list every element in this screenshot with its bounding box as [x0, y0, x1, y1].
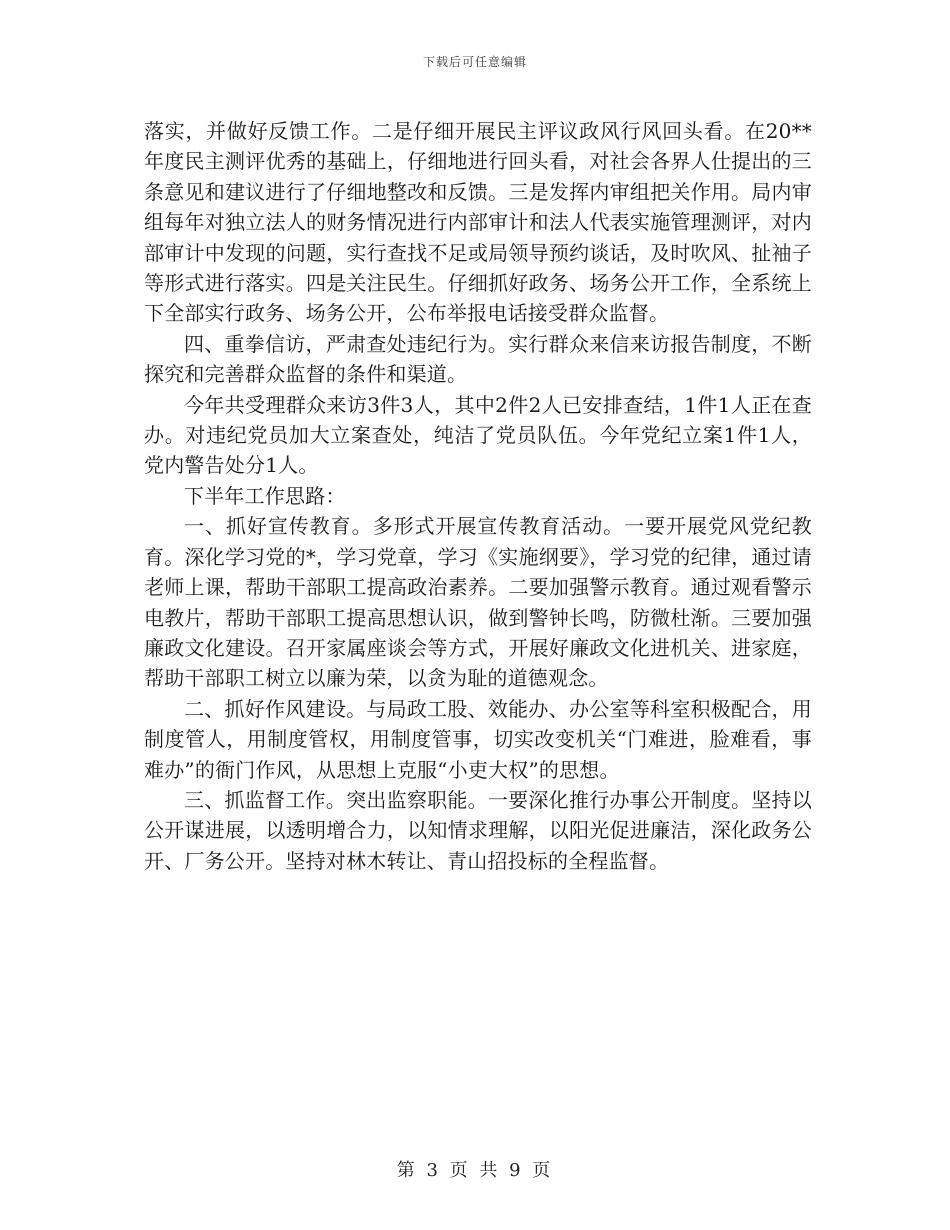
page-header-note: 下载后可任意编辑: [422, 55, 527, 69]
paragraph: 一、抓好宣传教育。多形式开展宣传教育活动。一要开展党风党纪教育。深化学习党的*，学习党章，学习《实施纲要》，学习党的纪律，通过请老师上课，帮助干部职工提高政治素养。二要加强警示教育。通过观看警示电教片，帮助干部职工提高思想认识，做到警钟长鸣，防微杜渐。三要加强廉政文化建设。召开家属座谈会等方式，开展好廉政文化进机关、进家庭，帮助干部职工树立以廉为荣，以贪为耻的道德观念。: [144, 514, 812, 691]
paragraph: 落实，并做好反馈工作。二是仔细开展民主评议政风行风回头看。在20**年度民主测评优秀的基础上，仔细地进行回头看，对社会各界人仕提出的三条意见和建议进行了仔细地整改和反馈。三是发挥内审组把关作用。局内审组每年对独立法人的财务情况进行内部审计和法人代表实施管理测评，对内部审计中发现的问题，实行查找不足或局领导预约谈话，及时吹风、扯袖子等形式进行落实。四是关注民生。仔细抓好政务、场务公开工作，全系统上下全部实行政务、场务公开，公布举报电话接受群众监督。: [144, 119, 812, 326]
paragraph: 三、抓监督工作。突出监察职能。一要深化推行办事公开制度。坚持以公开谋进展，以透明增合力，以知情求理解，以阳光促进廉洁，深化政务公开、厂务公开。坚持对林木转让、青山招投标的全程监督。: [144, 787, 812, 873]
paragraph: 四、重拳信访，严肃查处违纪行为。实行群众来信来访报告制度，不断探究和完善群众监督的条件和渠道。: [144, 331, 812, 387]
page-number-footer: 第 3 页 共 9 页: [396, 1160, 554, 1181]
paragraph: 二、抓好作风建设。与局政工股、效能办、办公室等科室积极配合，用制度管人，用制度管权，用制度管事，切实改变机关“门难进，脸难看，事难办”的衙门作风，从思想上克服“小吏大权”的思想。: [144, 696, 812, 782]
paragraph: 今年共受理群众来访3件3人，其中2件2人已安排查结，1件1人正在查办。对违纪党员加大立案查处，纯洁了党员队伍。今年党纪立案1件1人，党内警告处分1人。: [144, 392, 812, 478]
document-body: [144, 116, 812, 876]
paragraph: 下半年工作思路：: [184, 483, 346, 508]
